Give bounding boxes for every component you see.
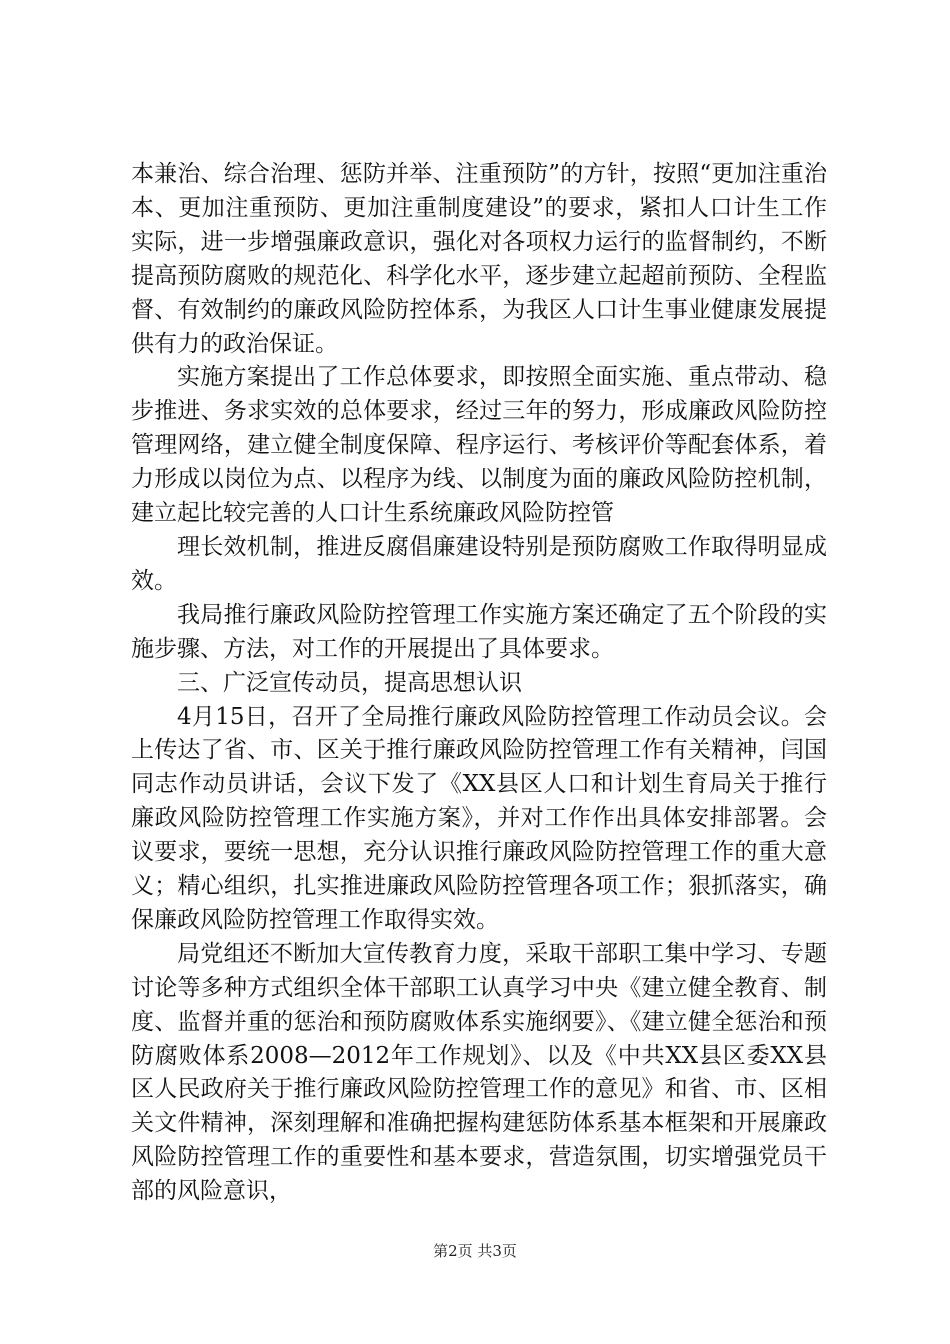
- paragraph-mobilization-meeting: 4月15日，召开了全局推行廉政风险防控管理工作动员会议。会上传达了省、市、区关于推行廉政风险防控管理工作有关精神，闫国同志作动员讲话，会议下发了《XX县区人口和计划生育局关于推行廉政风险防控管理工作实施方案》，并对工作作出具体安排部署。会议要求，要统一思想，充分认识推行廉政风险防控管理工作的重大意义；精心组织，扎实推进廉政风险防控管理各项工作；狠抓落实，确保廉政风险防控管理工作取得实效。: [131, 703, 827, 933]
- paragraph-five-stages: 我局推行廉政风险防控管理工作实施方案还确定了五个阶段的实施步骤、方法，对工作的开展提出了具体要求。: [131, 601, 827, 662]
- page-number-footer: 第2页 共3页: [433, 1242, 517, 1260]
- paragraph-overall-requirements: 实施方案提出了工作总体要求，即按照全面实施、重点带动、稳步推进、务求实效的总体要求，经过三年的努力，形成廉政风险防控管理网络，建立健全制度保障、程序运行、考核评价等配套体系，着力形成以岗位为点、以程序为线、以制度为面的廉政风险防控机制，建立起比较完善的人口计生系统廉政风险防控管: [131, 364, 827, 527]
- document-body: [131, 158, 827, 1209]
- paragraph-continuation: 本兼治、综合治理、惩防并举、注重预防”的方针，按照“更加注重治本、更加注重预防、更加注重制度建设”的要求，紧扣人口计生工作实际，进一步增强廉政意识，强化对各项权力运行的监督制约，不断提高预防腐败的规范化、科学化水平，逐步建立起超前预防、全程监督、有效制约的廉政风险防控体系，为我区人口计生事业健康发展提供有力的政治保证。: [131, 161, 827, 357]
- paragraph-publicity-education: 局党组还不断加大宣传教育力度，采取干部职工集中学习、专题讨论等多种方式组织全体干部职工认真学习中央《建立健全教育、制度、监督并重的惩治和预防腐败体系实施纲要》、《建立健全惩治和预防腐败体系2008—2012年工作规划》、以及《中共XX县区委XX县区人民政府关于推行廉政风险防控管理工作的意见》和省、市、区相关文件精神，深刻理解和准确把握构建惩防体系基本框架和开展廉政风险防控管理工作的重要性和基本要求，营造氛围，切实增强党员干部的风险意识，: [131, 940, 827, 1205]
- paragraph-long-term-mechanism: 理长效机制，推进反腐倡廉建设特别是预防腐败工作取得明显成效。: [131, 533, 827, 594]
- section-heading-three: 三、广泛宣传动员，提高思想认识: [177, 669, 522, 696]
